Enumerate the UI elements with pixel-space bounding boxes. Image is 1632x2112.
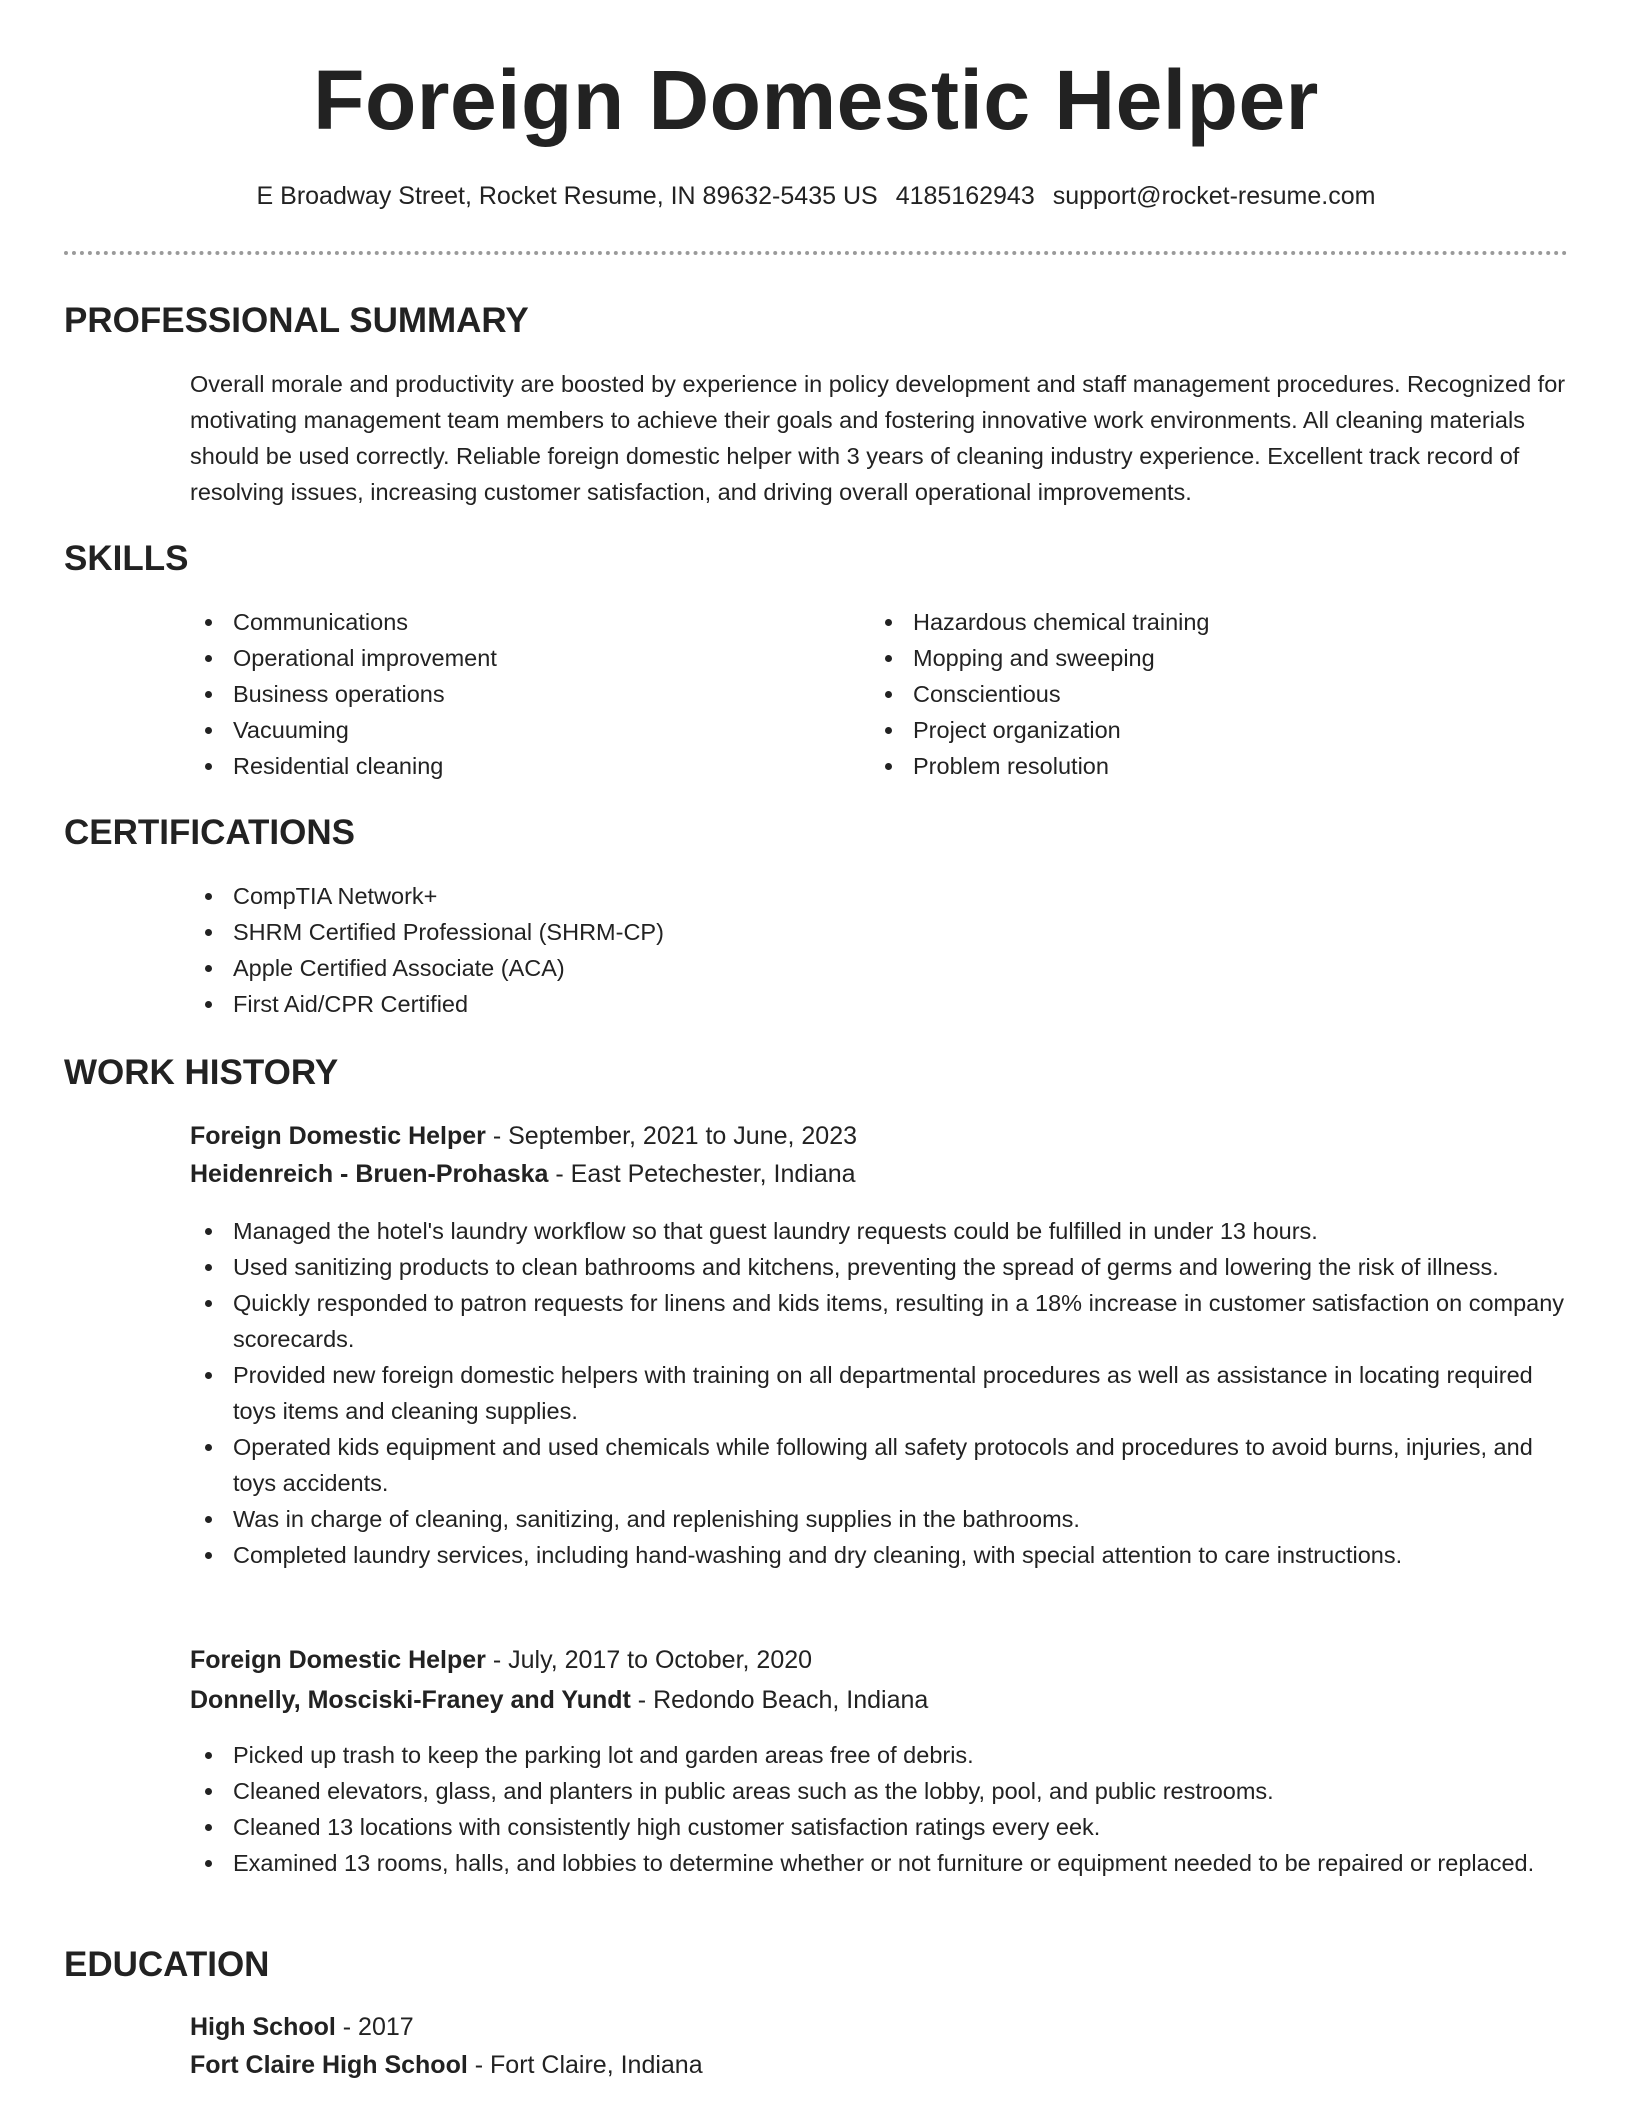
job-dates: July, 2017 to October, 2020 (508, 1646, 813, 1674)
separator: - (485, 1122, 509, 1150)
job-bullets (190, 1213, 1580, 1573)
job-bullet: Cleaned elevators, glass, and planters in public areas such as the lobby, pool, and public restrooms. (190, 1773, 1580, 1809)
certification-item: First Aid/CPR Certified (190, 986, 664, 1022)
skill-item: Hazardous chemical training (870, 604, 1570, 640)
separator: - (467, 2051, 491, 2079)
job-bullet: Used sanitizing products to clean bathrooms and kitchens, preventing the spread of germs and lowering the risk of illness. (190, 1249, 1580, 1285)
education-degree: High School (190, 2013, 336, 2041)
job-bullet: Was in charge of cleaning, sanitizing, and replenishing supplies in the bathrooms. (190, 1501, 1580, 1537)
education-school: Fort Claire High School (190, 2051, 468, 2079)
skill-item: Vacuuming (190, 712, 850, 748)
header-divider (64, 251, 1568, 255)
job-bullet: Quickly responded to patron requests for linens and kids items, resulting in a 18% increase in customer satisfaction on company scorecards. (190, 1285, 1580, 1357)
certification-item: Apple Certified Associate (ACA) (190, 950, 664, 986)
skill-item: Residential cleaning (190, 748, 850, 784)
separator: - (335, 2013, 359, 2041)
skill-item: Operational improvement (190, 640, 850, 676)
contact-email: support@rocket-resume.com (1052, 182, 1376, 210)
certification-item: CompTIA Network+ (190, 878, 664, 914)
job-location: Redondo Beach, Indiana (653, 1686, 929, 1714)
job-location: East Petechester, Indiana (570, 1160, 856, 1188)
certifications-list (190, 878, 664, 1022)
skill-item: Conscientious (870, 676, 1570, 712)
certification-item: SHRM Certified Professional (SHRM-CP) (190, 914, 664, 950)
skills-list-right (870, 604, 1570, 784)
skill-item: Project organization (870, 712, 1570, 748)
contact-address: E Broadway Street, Rocket Resume, IN 89632-5435 US (256, 182, 878, 210)
job-company: Heidenreich - Bruen-Prohaska (190, 1160, 549, 1188)
section-title-education: EDUCATION (64, 1945, 270, 1984)
summary-text: Overall morale and productivity are boosted by experience in policy development and staff management procedures. Recognized for motivating management team members to achieve their goals and fostering innovative work environments. All cleaning materials should be used correctly. Reliable foreign domestic helper with 3 years of cleaning industry experience. Excellent track record of resolving issues, increasing customer satisfaction, and driving overall operational improvements. (190, 371, 1566, 505)
skills-list-left (190, 604, 850, 784)
job-bullet: Completed laundry services, including hand-washing and dry cleaning, with special attention to care instructions. (190, 1537, 1580, 1573)
separator: - (485, 1646, 509, 1674)
section-title-certifications: CERTIFICATIONS (64, 813, 356, 852)
skill-item: Communications (190, 604, 850, 640)
job-title-line (190, 1648, 812, 1673)
job-bullet: Operated kids equipment and used chemicals while following all safety protocols and procedures to avoid burns, injuries, and toys accidents. (190, 1429, 1580, 1501)
job-bullet: Examined 13 rooms, halls, and lobbies to determine whether or not furniture or equipment needed to be repaired or replaced. (190, 1845, 1580, 1881)
job-company: Donnelly, Mosciski-Franey and Yundt (190, 1686, 631, 1714)
job-title-line (190, 1124, 857, 1149)
job-bullet: Cleaned 13 locations with consistently high customer satisfaction ratings every eek. (190, 1809, 1580, 1845)
candidate-name: Foreign Domestic Helper (313, 53, 1319, 147)
job-bullet: Provided new foreign domestic helpers with training on all departmental procedures as well as assistance in locating required toys items and cleaning supplies. (190, 1357, 1580, 1429)
section-title-summary: PROFESSIONAL SUMMARY (64, 301, 529, 340)
education-school-line (190, 2053, 703, 2078)
skill-item: Problem resolution (870, 748, 1570, 784)
skill-item: Mopping and sweeping (870, 640, 1570, 676)
section-title-work-history: WORK HISTORY (64, 1053, 339, 1092)
job-dates: September, 2021 to June, 2023 (508, 1122, 858, 1150)
skill-item: Business operations (190, 676, 850, 712)
separator: - (548, 1160, 571, 1188)
education-degree-line (190, 2015, 414, 2040)
contact-phone: 4185162943 (895, 182, 1035, 210)
job-role: Foreign Domestic Helper (190, 1646, 486, 1674)
job-bullets (190, 1737, 1580, 1881)
job-company-line (190, 1162, 856, 1187)
job-bullet: Picked up trash to keep the parking lot and garden areas free of debris. (190, 1737, 1580, 1773)
education-year: 2017 (358, 2013, 414, 2041)
job-role: Foreign Domestic Helper (190, 1122, 486, 1150)
section-title-skills: SKILLS (64, 539, 189, 578)
separator: - (630, 1686, 654, 1714)
education-location: Fort Claire, Indiana (490, 2051, 703, 2079)
contact-line (0, 184, 1632, 209)
job-company-line (190, 1688, 928, 1713)
job-bullet: Managed the hotel's laundry workflow so that guest laundry requests could be fulfilled in under 13 hours. (190, 1213, 1580, 1249)
